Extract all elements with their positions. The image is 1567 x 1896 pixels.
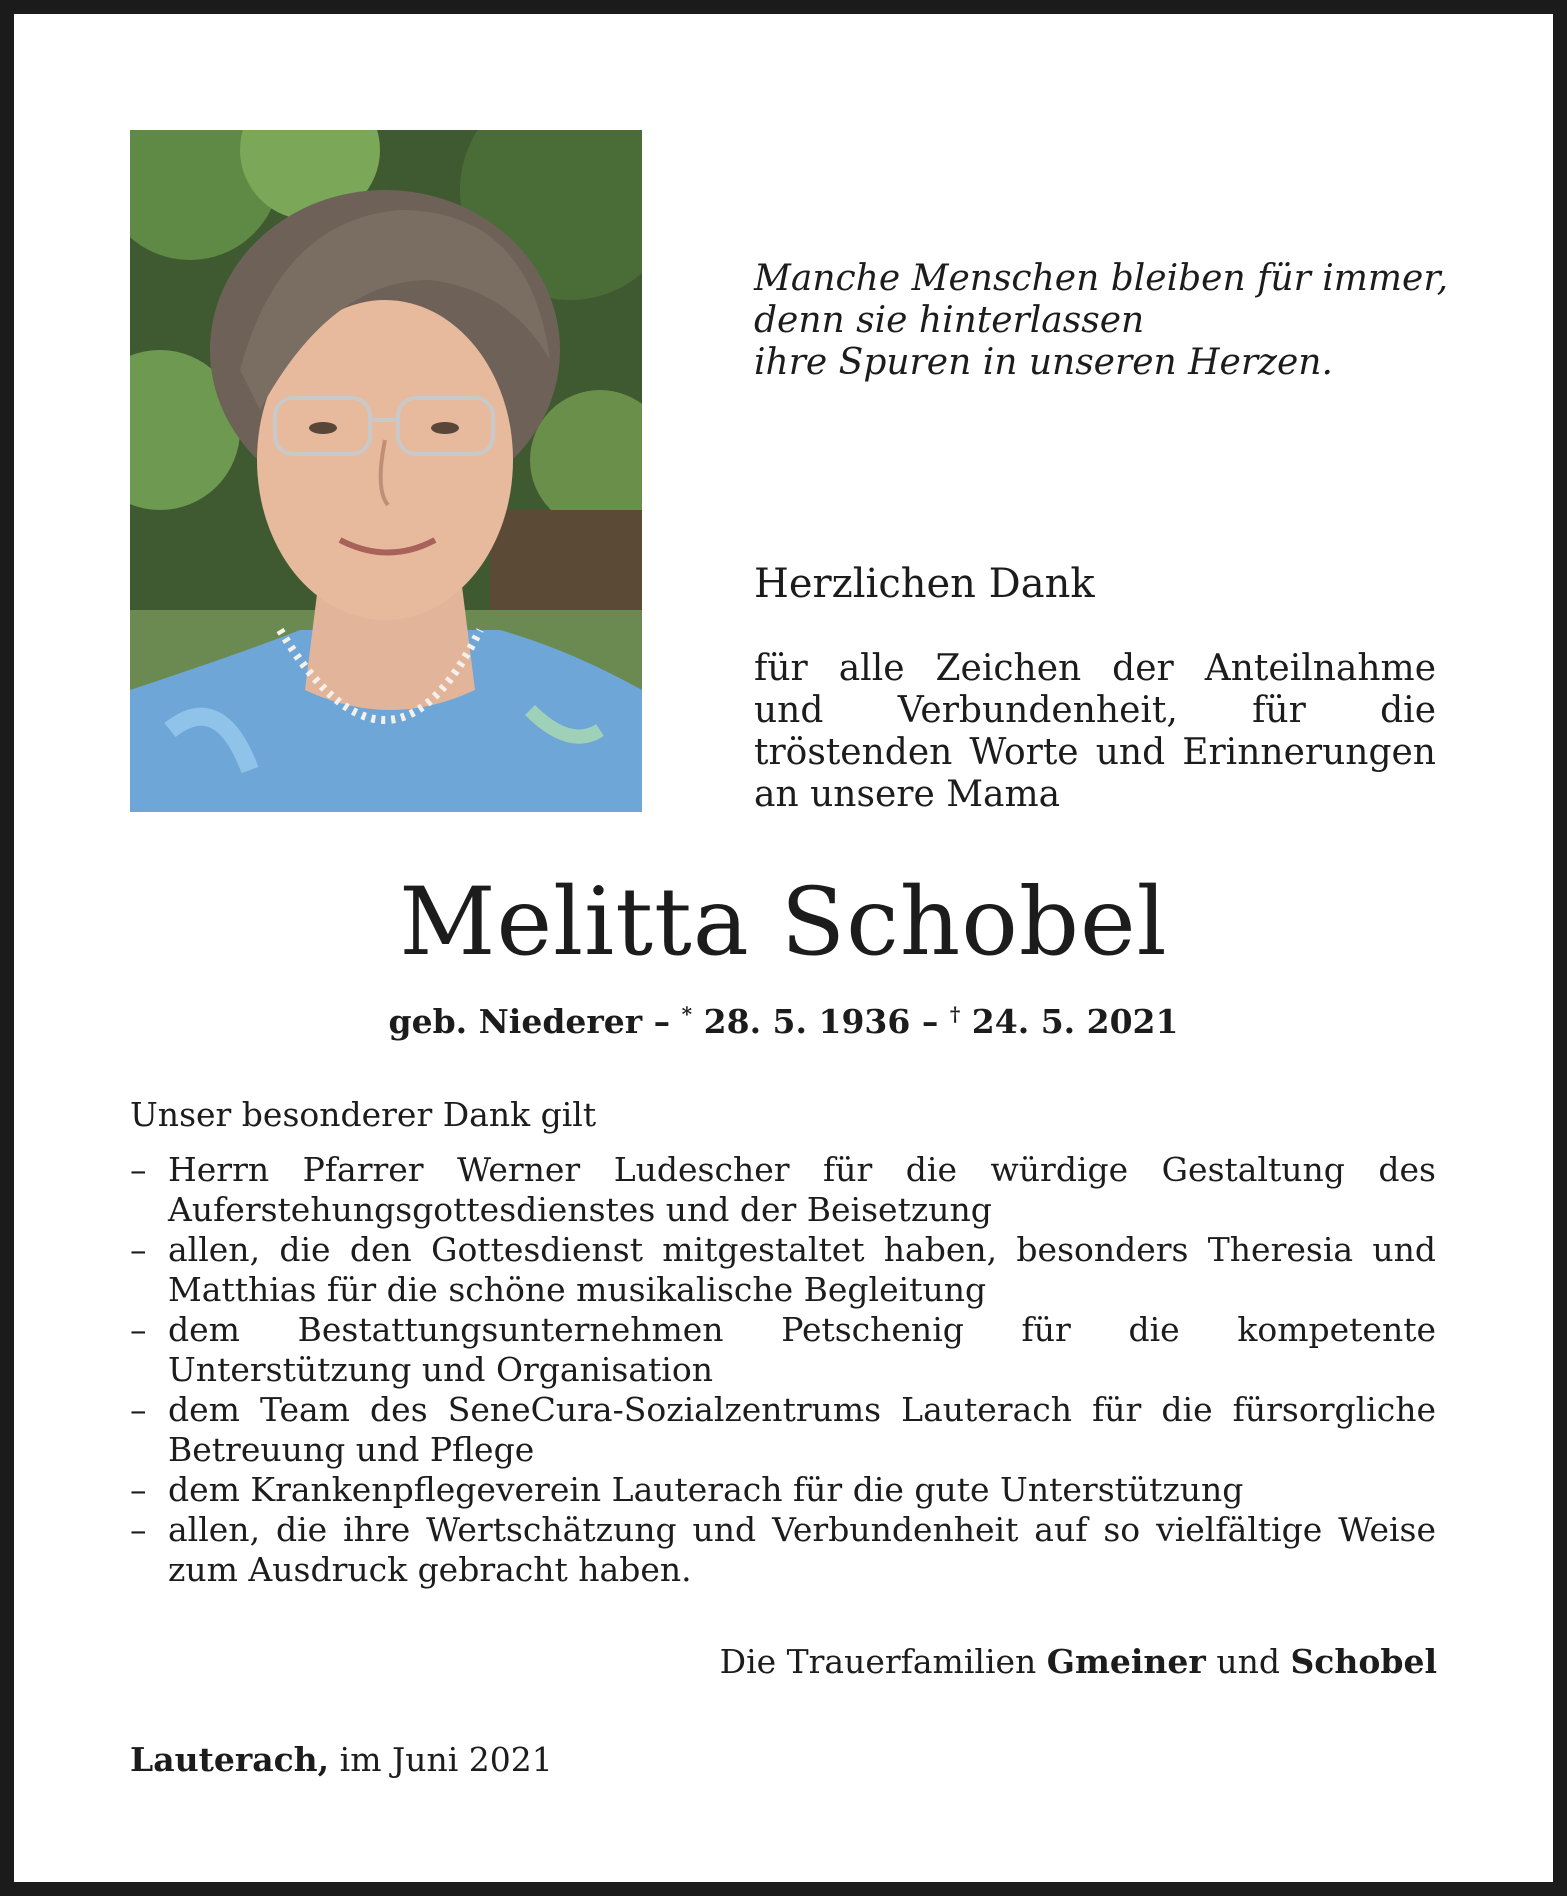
list-item-text: Herrn Pfarrer Werner Ludescher für die würdige Gestaltung des Auferstehungsgottesdienstes und der Beisetzung: [168, 1150, 1436, 1229]
family-name-gmeiner: Gmeiner: [1046, 1642, 1206, 1681]
list-bullet: –: [130, 1470, 147, 1509]
born-symbol: *: [681, 1002, 693, 1026]
date-separator: –: [921, 1002, 939, 1041]
thanks-title: Herzlichen Dank: [754, 561, 1095, 607]
list-item: [130, 1390, 1436, 1470]
list-bullet: –: [130, 1310, 147, 1349]
place-town: Lauterach,: [130, 1740, 330, 1779]
acknowledgements-intro: Unser besonderer Dank gilt: [130, 1095, 597, 1134]
list-item-text: allen, die den Gottesdienst mitgestaltet haben, besonders Theresia und Matthias für die schöne musikalische Begleitung: [168, 1230, 1436, 1309]
birth-date: 28. 5. 1936: [703, 1002, 911, 1041]
acknowledgements-list: [130, 1150, 1436, 1590]
quote-line: ihre Spuren in unseren Herzen.: [754, 342, 1333, 383]
list-bullet: –: [130, 1390, 147, 1429]
list-bullet: –: [130, 1230, 147, 1269]
list-item: [130, 1230, 1436, 1310]
died-symbol: †: [949, 1002, 961, 1026]
quote-line: Manche Menschen bleiben für immer,: [754, 258, 1449, 299]
list-item: [130, 1470, 1436, 1510]
birth-name: geb. Niederer: [388, 1002, 643, 1041]
life-dates: [0, 992, 1567, 1044]
memorial-quote: [754, 258, 1454, 384]
list-item: [130, 1510, 1436, 1590]
date-separator: –: [653, 1002, 671, 1041]
family-name-schobel: Schobel: [1290, 1642, 1437, 1681]
signature-prefix: Die Trauerfamilien: [719, 1642, 1037, 1681]
list-item-text: dem Krankenpflegeverein Lauterach für die gute Unterstützung: [168, 1470, 1244, 1509]
thanks-text: für alle Zeichen der Anteilnahme und Verbundenheit, für die tröstenden Worte und Erinnerungen an unsere Mama: [754, 648, 1436, 815]
death-date: 24. 5. 2021: [971, 1002, 1179, 1041]
place-and-date: [130, 1738, 553, 1782]
list-item-text: allen, die ihre Wertschätzung und Verbundenheit auf so vielfältige Weise zum Ausdruck gebracht haben.: [168, 1510, 1436, 1589]
list-item-text: dem Team des SeneCura-Sozialzentrums Lauterach für die fürsorgliche Betreuung und Pflege: [168, 1390, 1436, 1469]
portrait-photo: [130, 130, 642, 812]
place-date: im Juni 2021: [339, 1740, 553, 1779]
quote-line: denn sie hinterlassen: [754, 300, 1145, 341]
list-item-text: dem Bestattungsunternehmen Petschenig für die kompetente Unterstützung und Organisation: [168, 1310, 1436, 1389]
signature-conjunction: und: [1216, 1642, 1280, 1681]
list-bullet: –: [130, 1510, 147, 1549]
list-bullet: –: [130, 1150, 147, 1189]
list-item: [130, 1150, 1436, 1230]
family-signature: [720, 1640, 1437, 1684]
deceased-name: Melitta Schobel: [399, 868, 1168, 977]
list-item: [130, 1310, 1436, 1390]
